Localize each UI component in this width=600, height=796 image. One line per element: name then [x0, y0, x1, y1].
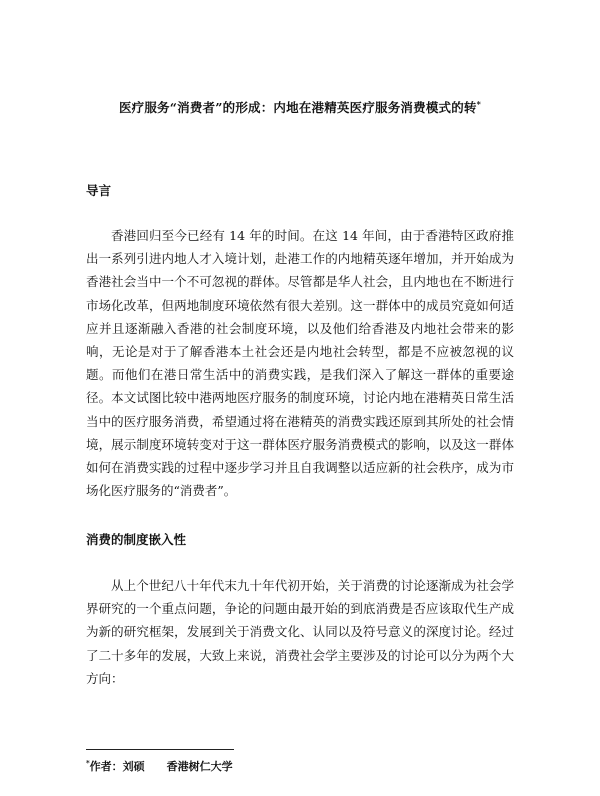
footnote: [86, 758, 233, 774]
title-footnote-marker: *: [476, 98, 482, 109]
footnote-author: 作者：刘硕: [89, 760, 145, 773]
paragraph-introduction: 香港回归至今已经有 14 年的时间。在这 14 年间，由于香港特区政府推出一系列引进内地人才入境计划，赴港工作的内地精英逐年增加，并开始成为香港社会当中一个不可忽视的群体。尽管都是华人社会，且内地也在不断进行市场化改革，但两地制度环境依然有很大差别。这一群体中的成员究竟如何适应并且逐渐融入香港的社会制度环境，以及他们给香港及内地社会带来的影响，无论是对于了解香港本土社会还是内地社会转型，都是不应被忽视的议题。而他们在港日常生活中的消费实践，是我们深入了解这一群体的重要途径。本文试图比较中港两地医疗服务的制度环境，讨论内地在港精英日常生活当中的医疗服务消费，希望通过将在港精英的消费实践还原到其所处的社会情境，展示制度环境转变对于这一群体医疗服务消费模式的影响，以及这一群体如何在消费实践的过程中逐步学习并且自我调整以适应新的社会秩序，成为市场化医疗服务的“消费者”。: [86, 228, 514, 499]
footnote-affiliation: 香港树仁大学: [166, 760, 233, 773]
paragraph-consumption: 从上个世纪八十年代末九十年代初开始，关于消费的讨论逐渐成为社会学界研究的一个重点问题，争论的问题由最开始的到底消费是否应该取代生产成为新的研究框架，发展到关于消费文化、认同以及符号意义的深度讨论。经过了二十多年的发展，大致上来说，消费社会学主要涉及的讨论可以分为两个大方向：: [86, 578, 514, 686]
footnote-divider: [86, 749, 234, 750]
title-text: 医疗服务“消费者”的形成：内地在港精英医疗服务消费模式的转: [118, 100, 477, 115]
page-title: [60, 98, 540, 116]
section-heading-introduction: 导言: [86, 183, 112, 198]
section-heading-consumption: 消费的制度嵌入性: [86, 532, 187, 547]
footnote-marker: *: [86, 758, 90, 768]
